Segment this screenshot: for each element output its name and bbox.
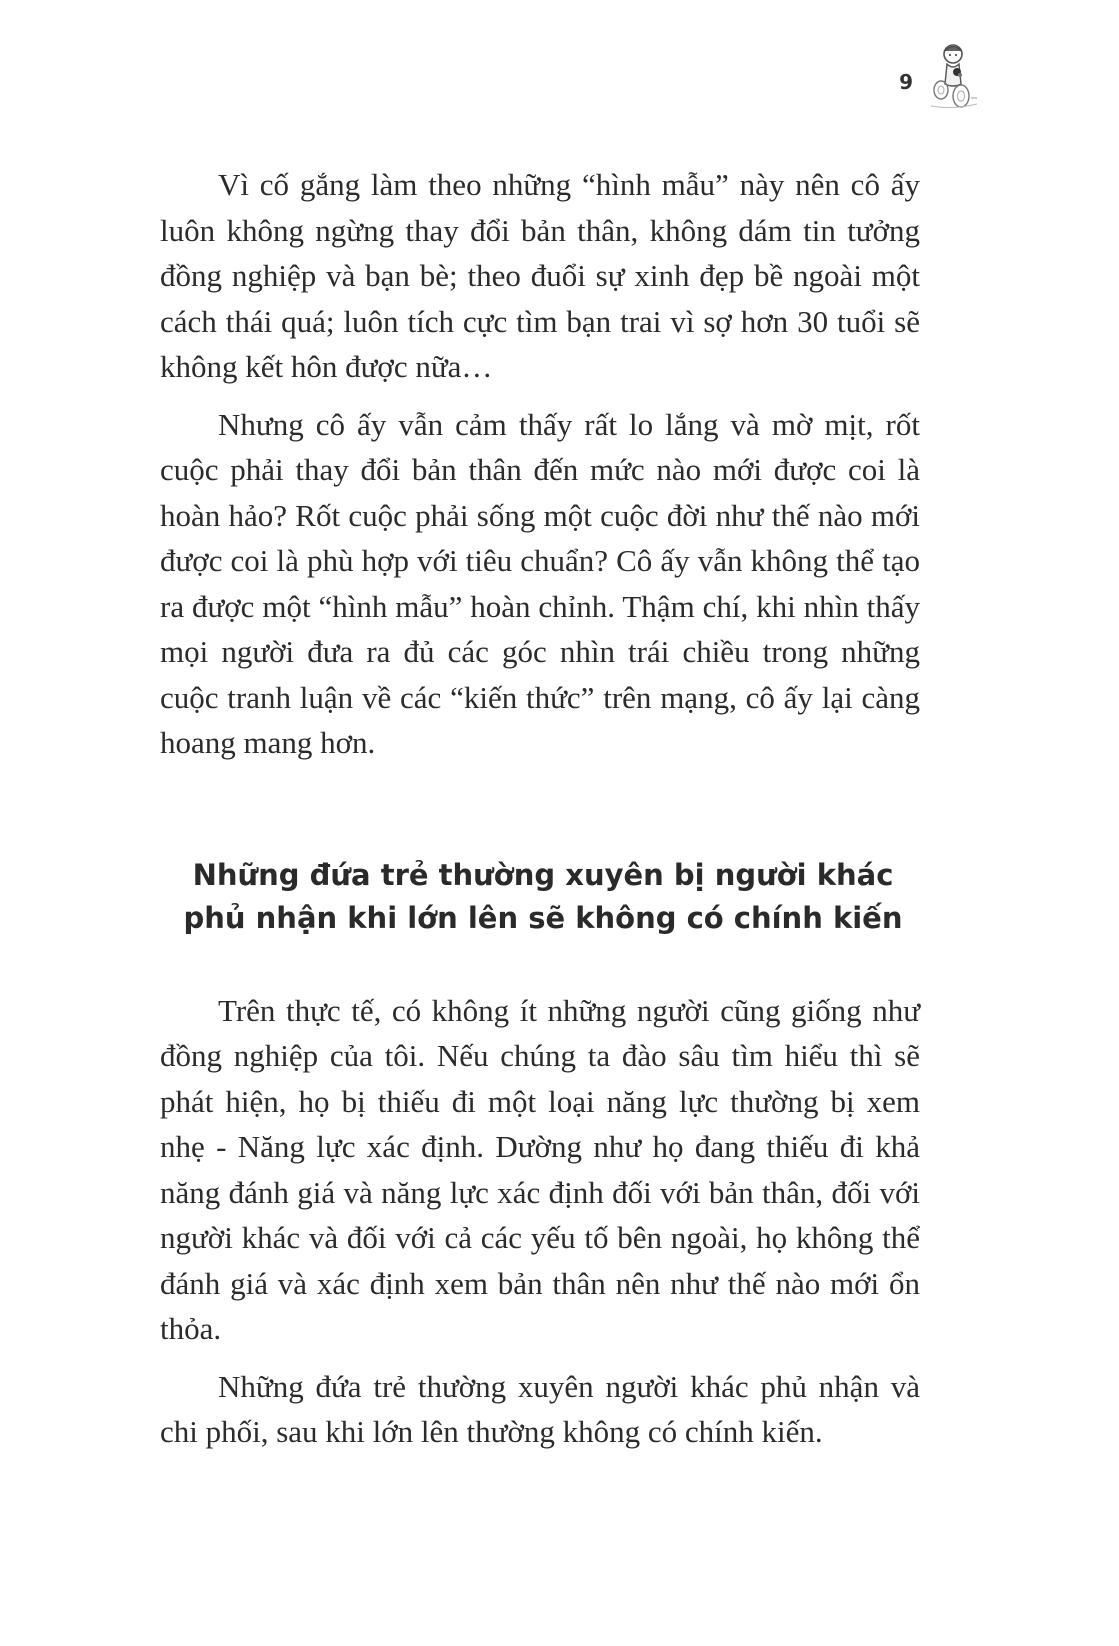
- page-number: 9: [899, 70, 913, 94]
- section-heading: Những đứa trẻ thường xuyên bị người khác phủ nhận khi lớn lên sẽ không có chính kiến: [183, 857, 903, 935]
- body-paragraph: Trên thực tế, có không ít những người cũng giống như đồng nghiệp của tôi. Nếu chúng ta đào sâu tìm hiểu thì sẽ phát hiện, họ bị thiếu đi một loại năng lực thường bị xem nhẹ - Năng lực xác định. Dường như họ đang thiếu đi khả năng đánh giá và năng lực xác định đối với bản thân, đối với người khác và đối với cả các yếu tố bên ngoài, họ không thể đánh giá và xác định xem bản thân nên như thế nào mới ổn thỏa.: [160, 992, 920, 1346]
- body-paragraph: Vì cố gắng làm theo những “hình mẫu” này nên cô ấy luôn không ngừng thay đổi bản thân, không dám tin tưởng đồng nghiệp và bạn bè; theo đuổi sự xinh đẹp bề ngoài một cách thái quá; luôn tích cực tìm bạn trai vì sợ hơn 30 tuổi sẽ không kết hôn được nữa…: [160, 167, 920, 384]
- body-paragraph: Những đứa trẻ thường xuyên người khác phủ nhận và chi phối, sau khi lớn lên thường không có chính kiến.: [160, 1368, 920, 1449]
- body-paragraph: Nhưng cô ấy vẫn cảm thấy rất lo lắng và mờ mịt, rốt cuộc phải thay đổi bản thân đến mức nào mới được coi là hoàn hảo? Rốt cuộc phải sống một cuộc đời như thế nào mới được coi là phù hợp với tiêu chuẩn? Cô ấy vẫn không thể tạo ra được một “hình mẫu” hoàn chỉnh. Thậm chí, khi nhìn thấy mọi người đưa ra đủ các góc nhìn trái chiều trong những cuộc tranh luận về các “kiến thức” trên mạng, cô ấy lại càng hoang mang hơn.: [160, 406, 920, 760]
- page-body: [160, 162, 920, 1455]
- child-doodle-icon: [927, 40, 979, 116]
- page-header: [899, 40, 979, 116]
